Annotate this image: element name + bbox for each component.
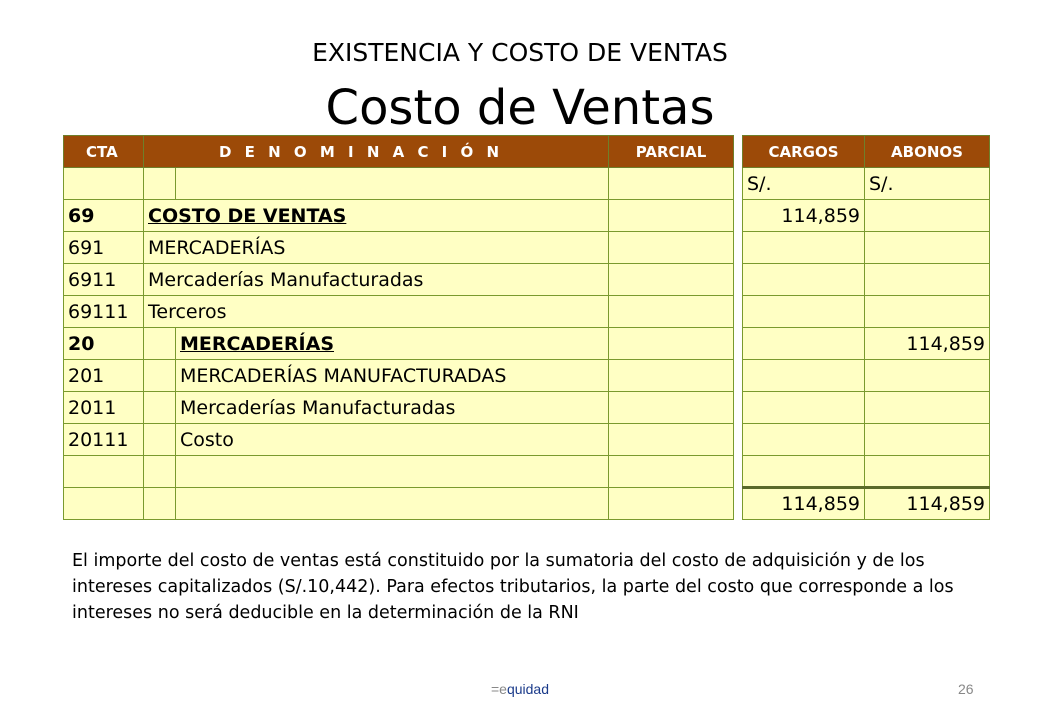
row-abonos <box>865 264 990 296</box>
row-desc: COSTO DE VENTAS <box>144 200 609 232</box>
row-abonos <box>865 200 990 232</box>
table-row <box>64 360 990 392</box>
table-header-row <box>64 136 990 168</box>
row-abonos <box>865 232 990 264</box>
header-abonos: ABONOS <box>865 136 990 168</box>
row-cargos <box>743 360 865 392</box>
table-row-empty <box>64 456 990 488</box>
row-cargos <box>743 296 865 328</box>
row-cta: 69111 <box>64 296 144 328</box>
footer-brand-logo <box>0 681 1040 697</box>
total-cargos: 114,859 <box>743 488 865 520</box>
header-parcial: PARCIAL <box>609 136 734 168</box>
row-cargos <box>743 424 865 456</box>
row-desc: MERCADERÍAS MANUFACTURADAS <box>176 360 609 392</box>
header-cargos: CARGOS <box>743 136 865 168</box>
row-desc: MERCADERÍAS <box>176 328 609 360</box>
table-row <box>64 328 990 360</box>
row-cargos <box>743 264 865 296</box>
row-cargos <box>743 328 865 360</box>
row-cta: 2011 <box>64 392 144 424</box>
currency-row <box>64 168 990 200</box>
table-row <box>64 296 990 328</box>
brand-prefix: =e <box>490 681 507 697</box>
row-abonos <box>865 392 990 424</box>
row-cta: 201 <box>64 360 144 392</box>
row-abonos <box>865 296 990 328</box>
table-row <box>64 424 990 456</box>
header-cta: CTA <box>64 136 144 168</box>
explanatory-note: El importe del costo de ventas está constituido por la sumatoria del costo de adquisición y de los intereses capitalizados (S/.10,442). Para efectos tributarios, la parte del costo que corresponde a los intereses no será deducible en la determinación de la RNI <box>72 551 954 623</box>
totals-row <box>64 488 990 520</box>
row-desc: Costo <box>176 424 609 456</box>
row-desc: Mercaderías Manufacturadas <box>176 392 609 424</box>
row-abonos <box>865 360 990 392</box>
brand-suffix: quidad <box>506 681 549 697</box>
total-abonos: 114,859 <box>865 488 990 520</box>
row-cta: 69 <box>64 200 144 232</box>
currency-cargos: S/. <box>743 168 865 200</box>
journal-entry-table <box>63 135 990 520</box>
row-desc: MERCADERÍAS <box>144 232 609 264</box>
table-row <box>64 232 990 264</box>
currency-abonos: S/. <box>865 168 990 200</box>
row-cta: 20111 <box>64 424 144 456</box>
row-cargos: 114,859 <box>743 200 865 232</box>
row-cta: 6911 <box>64 264 144 296</box>
row-cta: 691 <box>64 232 144 264</box>
row-desc: Terceros <box>144 296 609 328</box>
table-row <box>64 392 990 424</box>
row-abonos <box>865 424 990 456</box>
row-cta: 20 <box>64 328 144 360</box>
row-cargos <box>743 232 865 264</box>
header-denominacion: D E N O M I N A C I Ó N <box>144 136 609 168</box>
row-desc: Mercaderías Manufacturadas <box>144 264 609 296</box>
table-row <box>64 264 990 296</box>
slide-subtitle: EXISTENCIA Y COSTO DE VENTAS <box>312 38 728 67</box>
table-row <box>64 200 990 232</box>
row-abonos: 114,859 <box>865 328 990 360</box>
row-cargos <box>743 392 865 424</box>
page-number: 26 <box>958 681 974 697</box>
slide-title: Costo de Ventas <box>325 80 715 136</box>
